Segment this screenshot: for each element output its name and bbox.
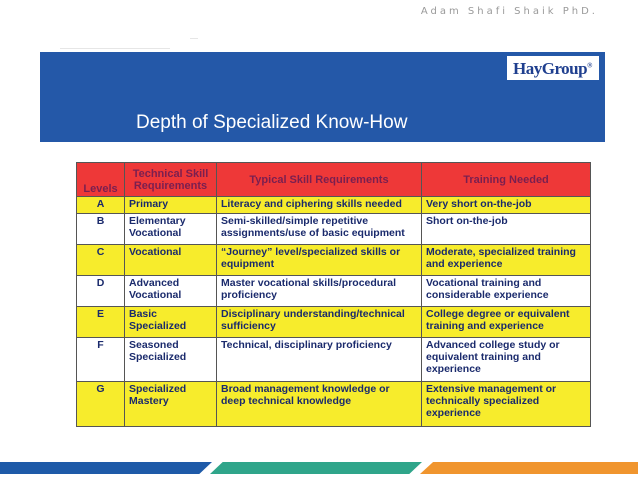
training-cell: Extensive management or technically specialized experience bbox=[422, 382, 591, 427]
technical-skill-cell: Elementary Vocational bbox=[125, 214, 217, 245]
footer-stripe-orange bbox=[420, 462, 638, 474]
typical-skill-cell: Master vocational skills/procedural proficiency bbox=[217, 275, 422, 306]
level-cell: F bbox=[77, 337, 125, 382]
training-cell: Moderate, specialized training and experience bbox=[422, 245, 591, 276]
title-banner bbox=[40, 52, 605, 142]
table-row bbox=[77, 275, 591, 306]
footer-stripe-green bbox=[210, 462, 422, 474]
table-row bbox=[77, 306, 591, 337]
page-title: Depth of Specialized Know-How bbox=[136, 112, 408, 133]
table-row bbox=[77, 214, 591, 245]
level-cell: B bbox=[77, 214, 125, 245]
column-header-levels: Levels bbox=[77, 163, 125, 197]
table-row bbox=[77, 197, 591, 214]
table-header-row bbox=[77, 163, 591, 197]
table-row bbox=[77, 337, 591, 382]
technical-skill-cell: Advanced Vocational bbox=[125, 275, 217, 306]
level-cell: E bbox=[77, 306, 125, 337]
column-header-technical: Technical Skill Requirements bbox=[125, 163, 217, 197]
level-cell: A bbox=[77, 197, 125, 214]
typical-skill-cell: “Journey” level/specialized skills or equipment bbox=[217, 245, 422, 276]
table-row bbox=[77, 382, 591, 427]
technical-skill-cell: Specialized Mastery bbox=[125, 382, 217, 427]
column-header-typical: Typical Skill Requirements bbox=[217, 163, 422, 197]
technical-skill-cell: Primary bbox=[125, 197, 217, 214]
logo-text: HayGroup® bbox=[513, 59, 592, 78]
divider-line bbox=[60, 48, 170, 49]
divider-line bbox=[190, 38, 198, 39]
level-cell: C bbox=[77, 245, 125, 276]
typical-skill-cell: Literacy and ciphering skills needed bbox=[217, 197, 422, 214]
know-how-table bbox=[76, 162, 591, 427]
training-cell: College degree or equivalent training and experience bbox=[422, 306, 591, 337]
typical-skill-cell: Semi-skilled/simple repetitive assignments/use of basic equipment bbox=[217, 214, 422, 245]
table-row bbox=[77, 245, 591, 276]
typical-skill-cell: Technical, disciplinary proficiency bbox=[217, 337, 422, 382]
author-credit: Adam Shafi Shaik PhD. bbox=[420, 6, 598, 17]
training-cell: Vocational training and considerable experience bbox=[422, 275, 591, 306]
column-header-training: Training Needed bbox=[422, 163, 591, 197]
technical-skill-cell: Vocational bbox=[125, 245, 217, 276]
training-cell: Advanced college study or equivalent training and experience bbox=[422, 337, 591, 382]
haygroup-logo bbox=[507, 56, 599, 80]
typical-skill-cell: Broad management knowledge or deep technical knowledge bbox=[217, 382, 422, 427]
footer-stripe-blue bbox=[0, 462, 212, 474]
typical-skill-cell: Disciplinary understanding/technical sufficiency bbox=[217, 306, 422, 337]
technical-skill-cell: Seasoned Specialized bbox=[125, 337, 217, 382]
training-cell: Short on-the-job bbox=[422, 214, 591, 245]
level-cell: D bbox=[77, 275, 125, 306]
level-cell: G bbox=[77, 382, 125, 427]
training-cell: Very short on-the-job bbox=[422, 197, 591, 214]
technical-skill-cell: Basic Specialized bbox=[125, 306, 217, 337]
